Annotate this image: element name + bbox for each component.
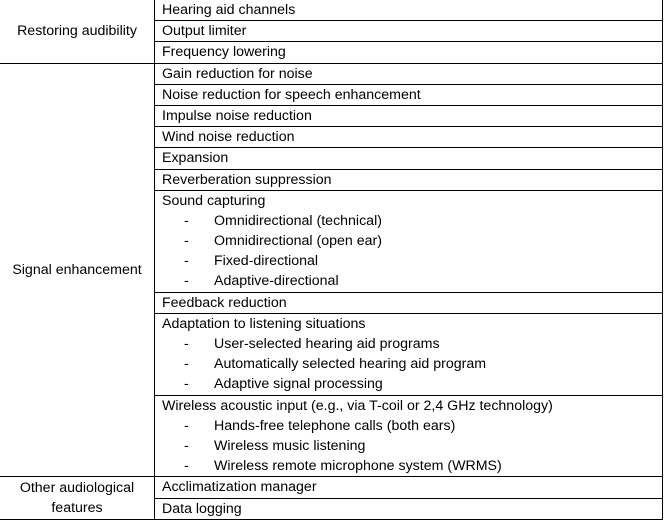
feature-data-logging: Data logging (155, 498, 663, 519)
feature-wireless-acoustic-input: Wireless acoustic input (e.g., via T-coil or 2,4 GHz technology) - Hands-free telephone calls (both ears) - Wireless music listening - Wireless remote microphone system (WRMS) (155, 395, 663, 477)
feature-adaptation-listening: Adaptation to listening situations - User-selected hearing aid programs - Automatically selected hearing aid program - Adaptive signal processing (155, 313, 663, 395)
feature-feedback-reduction: Feedback reduction (155, 292, 663, 313)
category-other-audiological-features: Other audiological features (0, 477, 155, 519)
feature-wind-noise-reduction: Wind noise reduction (155, 127, 663, 148)
feature-reverberation-suppression: Reverberation suppression (155, 169, 663, 190)
category-signal-enhancement: Signal enhancement (0, 63, 155, 477)
feature-acclimatization-manager: Acclimatization manager (155, 477, 663, 498)
feature-frequency-lowering: Frequency lowering (155, 42, 663, 63)
table-row (0, 0, 663, 21)
table-row (0, 63, 663, 84)
feature-hearing-aid-channels: Hearing aid channels (155, 0, 663, 21)
feature-output-limiter: Output limiter (155, 21, 663, 42)
table-row (0, 477, 663, 498)
feature-sound-capturing: Sound capturing - Omnidirectional (technical) - Omnidirectional (open ear) - Fixed-directional - Adaptive-directional (155, 190, 663, 292)
feature-impulse-noise-reduction: Impulse noise reduction (155, 105, 663, 126)
category-restoring-audibility: Restoring audibility (0, 0, 155, 63)
feature-noise-reduction-speech: Noise reduction for speech enhancement (155, 84, 663, 105)
feature-expansion: Expansion (155, 148, 663, 169)
feature-gain-reduction-noise: Gain reduction for noise (155, 63, 663, 84)
